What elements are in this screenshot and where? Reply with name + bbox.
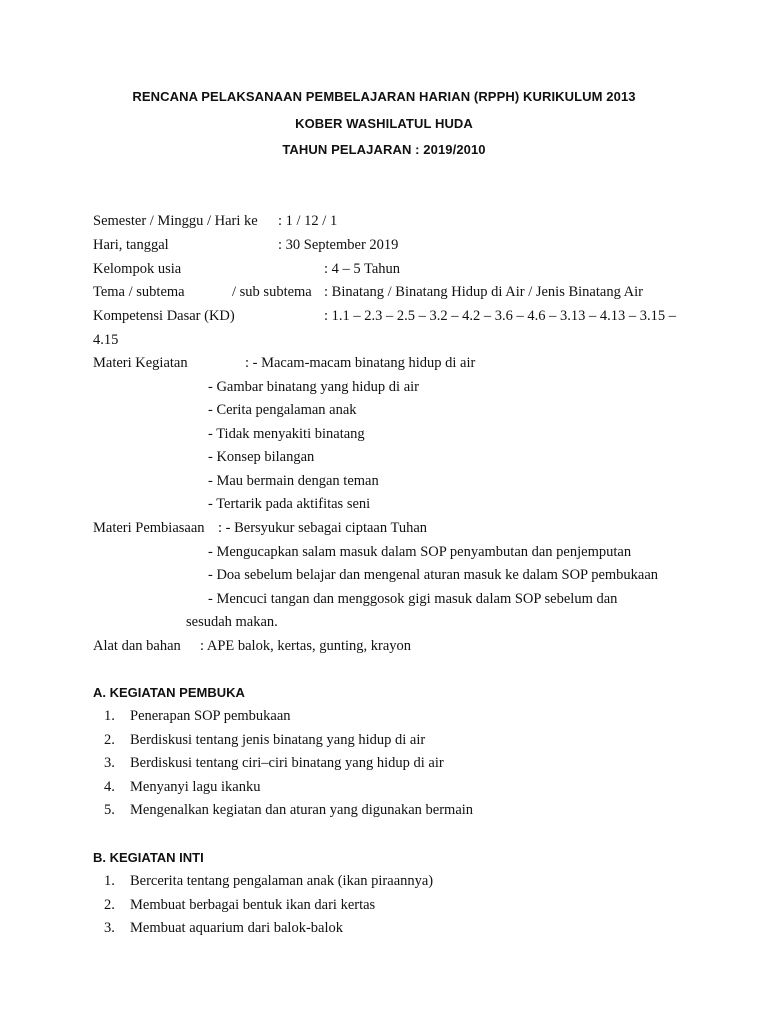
list-item: Mengenalkan kegiatan dan aturan yang digunakan bermain	[130, 802, 474, 818]
section-a-title: A. KEGIATAN PEMBUKA	[93, 685, 245, 700]
list-number: 1.	[104, 873, 115, 889]
theme-value: : Binatang / Binatang Hidup di Air / Jenis Binatang Air	[324, 284, 643, 300]
list-number: 2.	[104, 897, 115, 913]
academic-year: TAHUN PELAJARAN : 2019/2010	[282, 142, 486, 157]
semester-label: Semester / Minggu / Hari ke	[93, 213, 258, 229]
list-number: 2.	[104, 732, 115, 748]
list-item: Membuat berbagai bentuk ikan dari kertas	[130, 897, 376, 913]
date-label: Hari, tanggal	[93, 237, 169, 253]
list-item: Berdiskusi tentang ciri–ciri binatang yang hidup di air	[130, 755, 444, 771]
list-number: 1.	[104, 708, 115, 724]
list-item: Menyanyi lagu ikanku	[130, 779, 261, 795]
list-number: 3.	[104, 920, 115, 936]
section-b-title: B. KEGIATAN INTI	[93, 850, 204, 865]
activity-material-item: - Tidak menyakiti binatang	[208, 426, 365, 442]
habituation-item: - Doa sebelum belajar dan mengenal aturan masuk ke dalam SOP pembukaan	[208, 567, 659, 583]
document-title: RENCANA PELAKSANAAN PEMBELAJARAN HARIAN (RPPH) KURIKULUM 2013	[132, 89, 636, 104]
activity-material-item: - Tertarik pada aktifitas seni	[208, 496, 371, 512]
tools-value: : APE balok, kertas, gunting, krayon	[200, 638, 412, 654]
age-group-label: Kelompok usia	[93, 261, 182, 277]
theme-label: Tema / subtema	[93, 284, 185, 300]
activity-material-item: - Cerita pengalaman anak	[208, 402, 357, 418]
list-item: Bercerita tentang pengalaman anak (ikan piraannya)	[130, 873, 434, 889]
kd-value: : 1.1 – 2.3 – 2.5 – 3.2 – 4.2 – 3.6 – 4.6 – 3.13 – 4.13 – 3.15 –	[324, 308, 677, 324]
list-item: Membuat aquarium dari balok-balok	[130, 920, 344, 936]
semester-value: : 1 / 12 / 1	[278, 213, 338, 229]
list-item: Berdiskusi tentang jenis binatang yang hidup di air	[130, 732, 426, 748]
tools-label: Alat dan bahan	[93, 638, 181, 654]
activity-material-first: : - Macam-macam binatang hidup di air	[245, 355, 476, 371]
list-number: 5.	[104, 802, 115, 818]
habituation-first: : - Bersyukur sebagai ciptaan Tuhan	[218, 520, 428, 536]
activity-material-item: - Mau bermain dengan teman	[208, 473, 379, 489]
habituation-item: - Mencuci tangan dan menggosok gigi masuk dalam SOP sebelum dan	[208, 591, 618, 607]
habituation-item-continued: sesudah makan.	[186, 614, 278, 630]
list-number: 3.	[104, 755, 115, 771]
school-name: KOBER WASHILATUL HUDA	[295, 116, 473, 131]
list-number: 4.	[104, 779, 115, 795]
sub-subtheme-label: / sub subtema	[232, 284, 312, 300]
list-item: Penerapan SOP pembukaan	[130, 708, 291, 724]
kd-value-continued: 4.15	[93, 332, 119, 348]
date-value: : 30 September 2019	[278, 237, 399, 253]
kd-label: Kompetensi Dasar (KD)	[93, 308, 235, 324]
activity-material-item: - Gambar binatang yang hidup di air	[208, 379, 419, 395]
habituation-label: Materi Pembiasaan	[93, 520, 205, 536]
activity-material-item: - Konsep bilangan	[208, 449, 315, 465]
habituation-item: - Mengucapkan salam masuk dalam SOP penyambutan dan penjemputan	[208, 544, 632, 560]
age-group-value: : 4 – 5 Tahun	[324, 261, 401, 277]
activity-material-label: Materi Kegiatan	[93, 355, 188, 371]
